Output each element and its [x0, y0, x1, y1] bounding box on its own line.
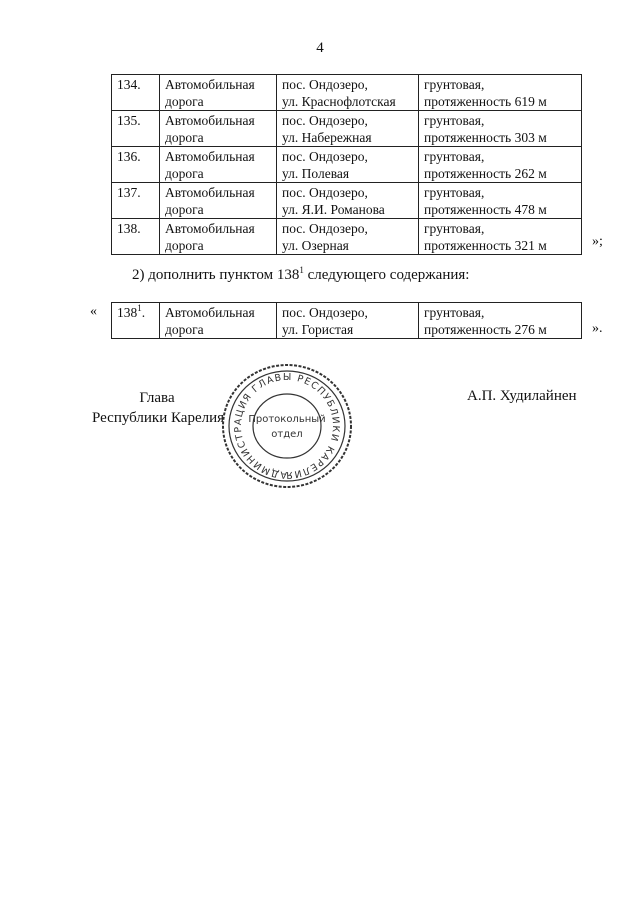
item-type: Автомобильная дорога: [160, 219, 277, 255]
table-row: [112, 75, 582, 111]
table-row: [112, 183, 582, 219]
item-description: грунтовая, протяженность 303 м: [419, 111, 582, 147]
item-description: грунтовая, протяженность 262 м: [419, 147, 582, 183]
signatory-name: А.П. Худилайнен: [467, 388, 577, 404]
item-description: грунтовая, протяженность 321 м: [419, 219, 582, 255]
item-type: Автомобильная дорога: [160, 147, 277, 183]
closing-quote: »;: [592, 234, 603, 249]
item-type: Автомобильная дорога: [160, 303, 277, 339]
item-address: пос. Ондозеро, ул. Набережная: [277, 111, 419, 147]
seal-outer-text: АДМИНИСТРАЦИЯ ГЛАВЫ РЕСПУБЛИКИ КАРЕЛИЯ: [232, 371, 342, 481]
item-number: 137.: [112, 183, 160, 219]
page-number: 4: [316, 40, 324, 56]
item-type: Автомобильная дорога: [160, 183, 277, 219]
item-number: 135.: [112, 111, 160, 147]
item-address: пос. Ондозеро, ул. Озерная: [277, 219, 419, 255]
item-address: пос. Ондозеро, ул. Полевая: [277, 147, 419, 183]
item-address: пос. Ондозеро, ул. Краснофлотская: [277, 75, 419, 111]
item-description: грунтовая, протяженность 478 м: [419, 183, 582, 219]
new-item-table: [111, 302, 582, 339]
svg-text:АДМИНИСТРАЦИЯ ГЛАВЫ РЕСПУБЛИКИ: [233, 372, 341, 480]
item-description: грунтовая, протяженность 619 м: [419, 75, 582, 111]
amendment-paragraph: 2) дополнить пунктом $138^1$ следующего содержания:: [132, 265, 470, 283]
item-number: 136.: [112, 147, 160, 183]
road-list-table: [111, 74, 582, 255]
item-type: Автомобильная дорога: [160, 75, 277, 111]
closing-quote-extra: ».: [592, 321, 603, 336]
item-description: грунтовая, протяженность 276 м: [419, 303, 582, 339]
item-type: Автомобильная дорога: [160, 111, 277, 147]
seal-inner-line1: Протокольный: [248, 414, 326, 425]
table-row: [112, 111, 582, 147]
item-address: пос. Ондозеро, ул. Я.И. Романова: [277, 183, 419, 219]
opening-quote: «: [90, 304, 97, 319]
item-address: пос. Ондозеро, ул. Гористая: [277, 303, 419, 339]
item-number: $138^1$.: [112, 303, 160, 339]
item-number: 138.: [112, 219, 160, 255]
table-row: [112, 303, 582, 339]
table-row: [112, 219, 582, 255]
table-row: [112, 147, 582, 183]
item-number: 134.: [112, 75, 160, 111]
seal-inner-line2: отдел: [271, 429, 303, 440]
signatory-title: Глава Республики Карелия: [92, 390, 225, 426]
official-seal-stamp: [218, 360, 356, 492]
